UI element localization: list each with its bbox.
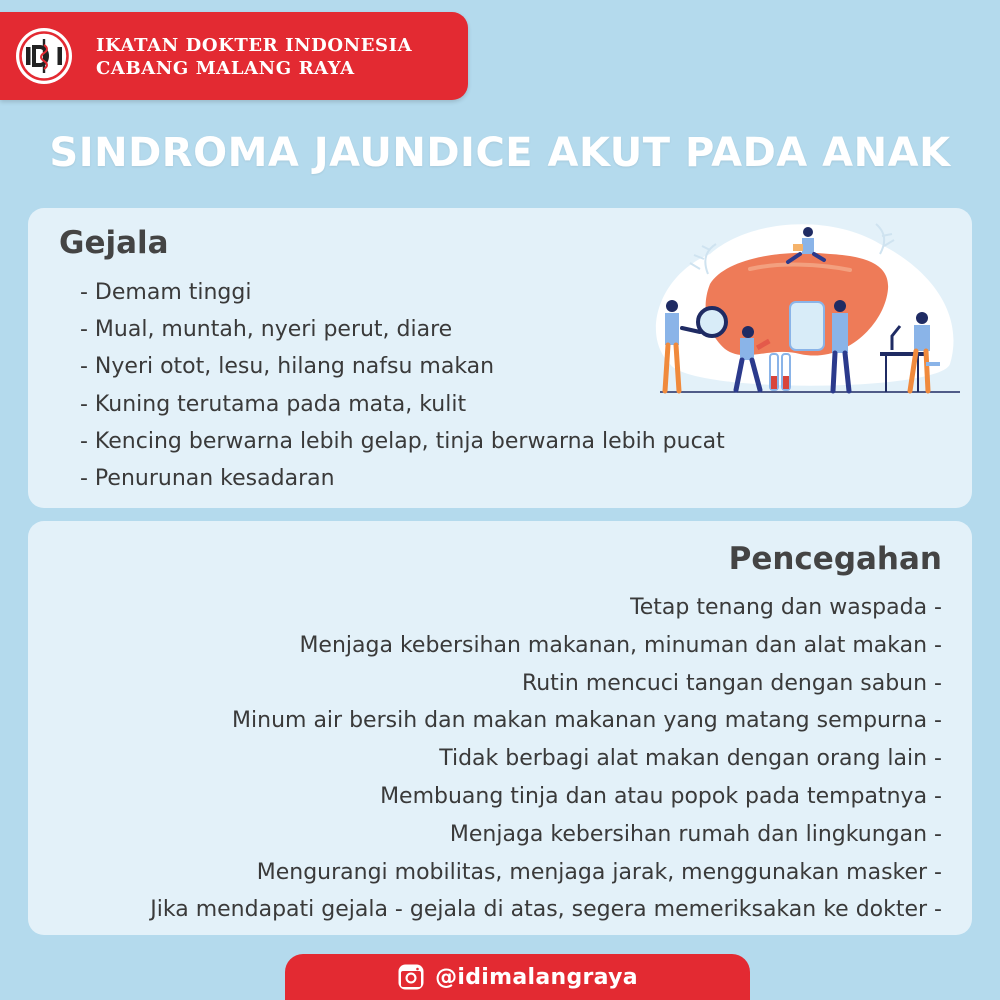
pencegahan-list <box>150 589 942 929</box>
pencegahan-item: Mengurangi mobilitas, menjaga jarak, menggunakan masker - <box>256 859 942 885</box>
gejala-item: - Kuning terutama pada mata, kulit <box>80 391 467 417</box>
gejala-item: - Demam tinggi <box>80 280 252 305</box>
organization-name <box>96 34 412 80</box>
instagram-link[interactable] <box>285 954 750 1000</box>
gejala-item: - Nyeri otot, lesu, hilang nafsu makan <box>80 354 495 380</box>
idi-logo-icon <box>15 27 73 85</box>
gejala-list <box>80 274 725 497</box>
instagram-handle: @idimalangraya <box>435 964 638 990</box>
pencegahan-card <box>28 521 972 935</box>
pencegahan-item: Minum air bersih dan makan makanan yang matang sempurna - <box>232 708 942 734</box>
pencegahan-item: Menjaga kebersihan rumah dan lingkungan - <box>449 821 942 847</box>
org-name-line1: IKATAN DOKTER INDONESIA <box>96 35 413 56</box>
pencegahan-item: Tetap tenang dan waspada - <box>630 595 942 620</box>
instagram-icon <box>397 963 425 991</box>
pencegahan-item: Tidak berbagi alat makan dengan orang lain - <box>439 746 942 772</box>
header-badge <box>0 12 468 100</box>
pencegahan-item: Membuang tinja dan atau popok pada tempatnya - <box>380 783 942 809</box>
pencegahan-heading: Pencegahan <box>728 541 942 577</box>
gejala-item: - Kencing berwarna lebih gelap, tinja berwarna lebih pucat <box>80 428 725 454</box>
gejala-card <box>28 208 972 508</box>
gejala-item: - Penurunan kesadaran <box>80 466 335 492</box>
org-name-line2: CABANG MALANG RAYA <box>96 58 355 79</box>
page-title: SINDROMA JAUNDICE AKUT PADA ANAK <box>49 130 951 176</box>
pencegahan-item: Rutin mencuci tangan dengan sabun - <box>521 670 942 696</box>
footer-bar <box>285 954 750 1000</box>
pencegahan-item: Menjaga kebersihan makanan, minuman dan alat makan - <box>299 632 942 658</box>
gejala-heading: Gejala <box>59 225 169 261</box>
liver-research-illustration <box>630 214 968 400</box>
pencegahan-item: Jika mendapati gejala - gejala di atas, segera memeriksakan ke dokter - <box>150 897 942 923</box>
gejala-item: - Mual, muntah, nyeri perut, diare <box>80 317 453 343</box>
